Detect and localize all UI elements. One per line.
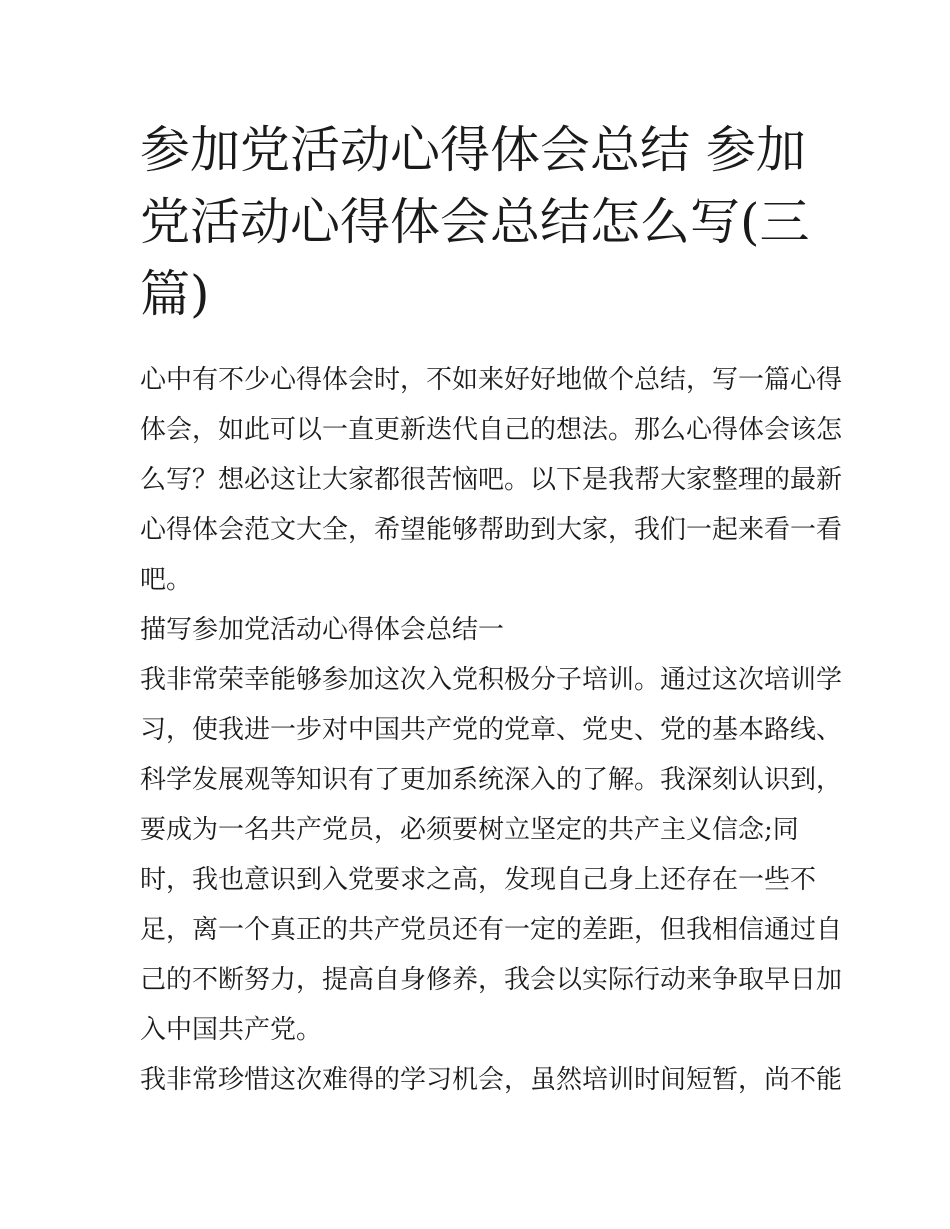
intro-line: 心得体会范文大全，希望能够帮助到大家，我们一起来看一看	[140, 515, 843, 545]
paragraph-line: 习，使我进一步对中国共产党的党章、党史、党的基本路线、	[140, 715, 843, 745]
document-title: 参加党活动心得体会总结 参加党活动心得体会总结怎么写(三篇)	[140, 121, 810, 323]
section-heading-text: 描写参加党活动心得体会总结一	[140, 615, 505, 645]
intro-line: 心中有不少心得体会时，不如来好好地做个总结，写一篇心得	[140, 365, 843, 395]
intro-line: 么写？想必这让大家都很苦恼吧。以下是我帮大家整理的最新	[140, 465, 843, 495]
paragraph-line: 足，离一个真正的共产党员还有一定的差距，但我相信通过自	[140, 915, 843, 945]
paragraph-line: 入中国共产党。	[140, 1015, 323, 1045]
paragraph-line: 要成为一名共产党员，必须要树立坚定的共产主义信念;同	[140, 815, 799, 845]
intro-line: 吧。	[140, 565, 193, 595]
paragraph-line: 我非常珍惜这次难得的学习机会，虽然培训时间短暂，尚不能	[140, 1065, 843, 1095]
paragraph-line: 科学发展观等知识有了更加系统深入的了解。我深刻认识到，	[140, 765, 843, 795]
section-heading	[140, 605, 820, 655]
paragraph-line: 我非常荣幸能够参加这次入党积极分子培训。通过这次培训学	[140, 665, 843, 695]
intro-line: 体会，如此可以一直更新迭代自己的想法。那么心得体会该怎	[140, 415, 843, 445]
paragraph-line: 时，我也意识到入党要求之高，发现自己身上还存在一些不	[140, 865, 817, 895]
intro-paragraph	[140, 355, 843, 605]
paragraph-1	[140, 655, 843, 1055]
paragraph-line: 己的不断努力，提高自身修养，我会以实际行动来争取早日加	[140, 965, 843, 995]
paragraph-2	[140, 1055, 843, 1105]
